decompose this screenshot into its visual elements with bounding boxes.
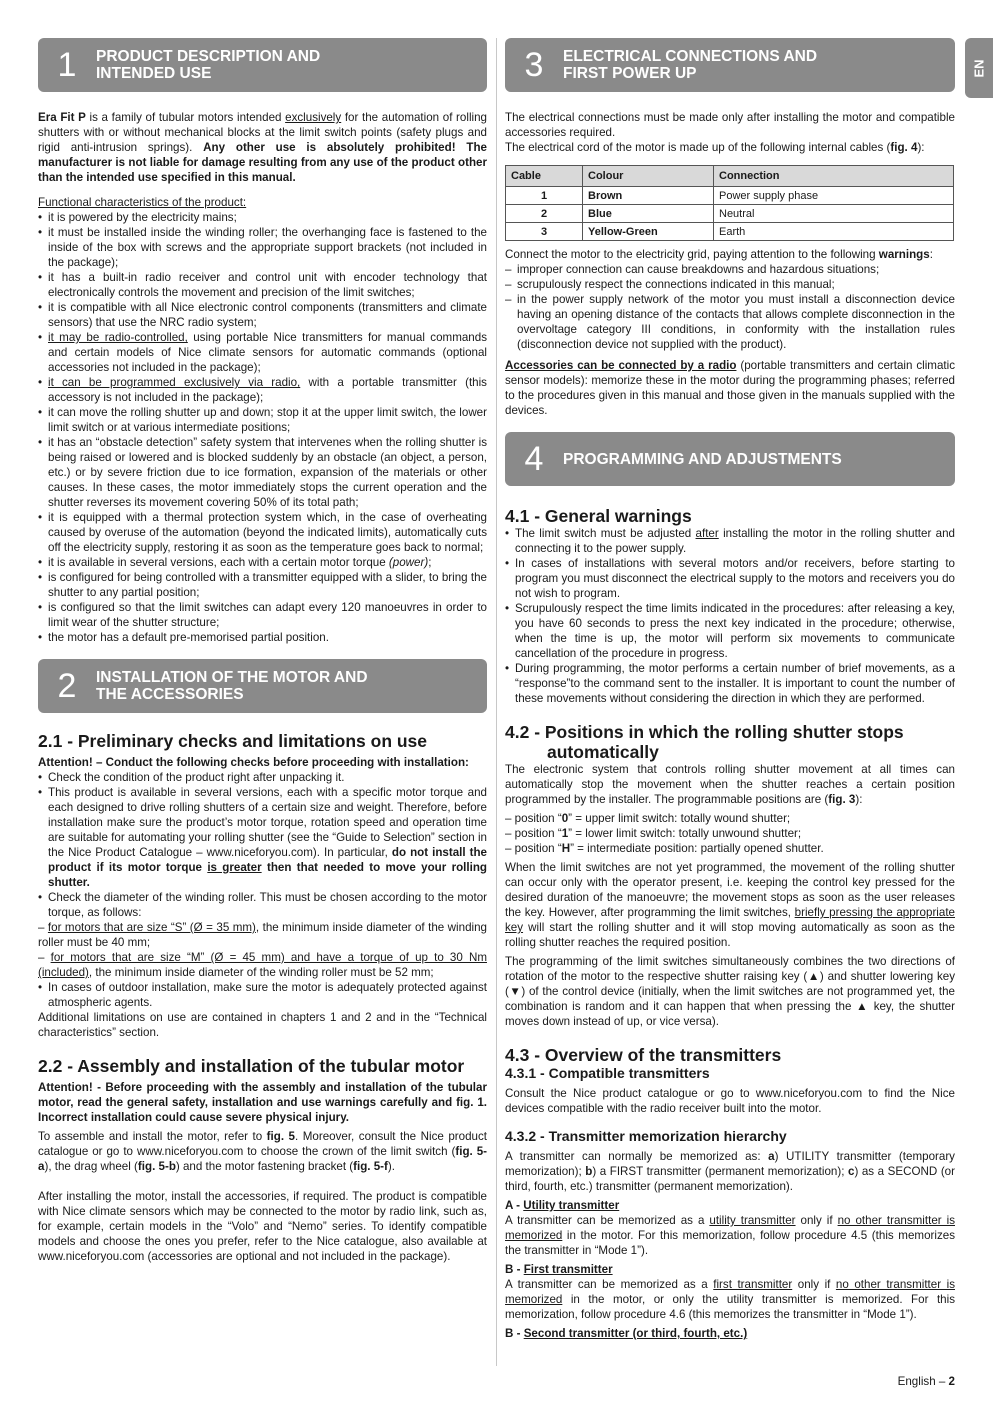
list-item: • it must be installed inside the winding roller; the overhanging face is fastened to the inside of the box with screws and the appropriate support brackets (not included in the package); [38,225,487,270]
section-3-number: 3 [524,46,544,84]
section-3-title: ELECTRICAL CONNECTIONS AND FIRST POWER UP [563,48,818,82]
s2-size-m: – for motors that are size “M” (Ø = 45 mm) and have a torque of up to 30 Nm (included), the minimum inside diameter of the winding roller must be 52 mm; [38,951,487,979]
section-2-title: INSTALLATION OF THE MOTOR AND THE ACCESSORIES [96,669,368,703]
s3-p3: Connect the motor to the electricity grid, paying attention to the following warnings: [505,248,933,261]
right-column [505,38,955,1341]
s4-p44: The programming of the limit switches simultaneously combines the two directions of rotation of the motor to the respective shutter raising key (▲) and shutter lowering key (▼) of the control device (initially, when the limit switches are not programmed yet, the combination is random and it can happen that when pressing the ▲ key, the shutter moves down instead of up, or vice versa). [505,955,955,1028]
s2-after-install: After installing the motor, install the accessories, if required. The product is compatible with Nice climate sensors which may be connected to the motor by radio link, such as, for example, certain models in the “Volo” and “Nemo” series. To identify compatible models and choose the ones you prefer, refer to the Nice catalogue, also available at www.niceforyou.com (accessories are optional and not included in the package). [38,1190,487,1263]
heading-2-2: 2.2 - Assembly and installation of the tubular motor [38,1056,465,1076]
list-item: • In cases of outdoor installation, make sure the motor is adequately protected against atmospheric agents. [38,980,487,1010]
list-item: • Check the condition of the product right after unpacking it. [38,770,487,785]
table-row [506,223,954,241]
page-footer [898,1375,955,1388]
s2-assembly: To assemble and install the motor, refer to fig. 5. Moreover, consult the Nice product catalogue or go to www.niceforyou.com to choose the crown of the limit switch (fig. 5-a), the drag wheel (fig. 5-b) and the motor fastening bracket (fig. 5-f). [38,1130,488,1173]
table-header-row [506,166,954,187]
section-4-header [505,432,955,486]
list-item: • it has an “obstacle detection” safety system that intervenes when the rolling shutter is being raised or lowered and is blocked suddenly by an obstacle (an object, a person, etc.) or by severe friction due to ice formation, expansion of the materials or other causes. In these cases, the motor immediately stops the current operation and the shutter reverses its movement covering 50% of its total path; [38,435,487,510]
table-cell: 3 [506,223,583,241]
list-item: • is configured for being controlled with a transmitter equipped with a slider, to bring the shutter to any partial position; [38,570,487,600]
list-item: • This product is available in several versions, each with a specific motor torque and each designed to drive rolling shutters of a certain size and weight. Therefore, before installation make sure the product’s motor torque, rotation speed and operation time are suitable for automating your rolling shutter (see the “Guide to Selection” section in the Nice Product Catalogue – www.niceforyou.com). In particular, do not install the product if its motor torque is greater then that needed to move your rolling shutter. [38,785,487,890]
s4-positions-intro: The electronic system that controls rolling shutter movement at all times can automatically stop the movement when the shutter reaches a certain position programmed by the installer. The programmable positions are (fig. 3): [505,763,955,806]
s3-warning-list [505,262,955,352]
table-header: Connection [714,166,954,187]
s4-warning-list [505,526,955,706]
section-1-title: PRODUCT DESCRIPTION AND INTENDED USE [96,48,321,82]
list-item: • it is available in several versions, each with a certain motor torque (power); [38,555,487,570]
list-item: – in the power supply network of the motor you must install a disconnection device having an opening distance of the contacts that allows complete disconnection in the overvoltage category III conditions, in conformity with the installation rules (disconnection device not supplied with the product). [505,292,955,352]
s4-p431: Consult the Nice product catalogue or go to www.niceforyou.com to find the Nice devices compatible with the radio receiver built into the motor. [505,1087,955,1115]
list-item: • it has a built-in radio receiver and control unit with encoder technology that electronically controls the movement and precision of the limit switches; [38,270,487,300]
list-item: • The limit switch must be adjusted after installing the motor in the rolling shutter and connecting it to the power supply. [505,526,955,556]
s2-check-list [38,770,487,920]
cable-table [505,165,954,241]
table-cell: Brown [583,187,714,205]
list-item: • is configured so that the limit switches can adapt every 120 manoeuvres in order to limit wear of the shutter structure; [38,600,487,630]
list-item: • it is equipped with a thermal protection system which, in the case of overheating caused by overuse of the automation (beyond the indicated limits), automatically cuts off the electricity supply, restoring it as soon as the temperature goes back to normal; [38,510,487,555]
heading-2-1: 2.1 - Preliminary checks and limitations on use [38,731,428,751]
list-item: – improper connection can cause breakdowns and hazardous situations; [505,262,955,277]
section-4-number: 4 [524,440,544,478]
s3-p2: The electrical cord of the motor is made up of the following internal cables (fig. 4): [505,141,925,154]
heading-utility: A - Utility transmitter [505,1199,620,1212]
s1-functional-title: Functional characteristics of the product: [38,196,247,209]
table-cell: Yellow-Green [583,223,714,241]
table-cell: 2 [506,205,583,223]
table-header: Colour [583,166,714,187]
section-4-title: PROGRAMMING AND ADJUSTMENTS [563,450,842,468]
section-2-header [38,659,487,713]
s3-accessories: Accessories can be connected by a radio (portable transmitters and certain climatic sensor models): memorize these in the motor during the programming phases; referred to the procedures given in this manual and those given in the manuals supplied with the devices. [505,359,955,417]
s2-additional: Additional limitations on use are contained in chapters 1 and 2 and in the “Technical characteristics” section. [38,1011,487,1039]
page-number: 2 [948,1375,955,1388]
s1-intro: Era Fit P is a family of tubular motors intended exclusively for the automation of rolling shutters with or without mechanical blocks at the limit switch points (safety plugs and rigid anti-intrusion springs). Any other use is absolutely prohibited! The manufacturer is not liable for damage resulting from any use of the product other than the intended use specified in this manual. [38,111,487,184]
table-cell: Neutral [714,205,954,223]
s4-first-text: A transmitter can be memorized as a first transmitter only if no other transmitter is memorized in the motor, or only the utility transmitter is memorized. For this memorization, follow procedure 4.6 (this memorizes the transmitter in “Mode 1”). [505,1278,955,1321]
list-item: • it may be radio-controlled, using portable Nice transmitters for manual commands and certain models of Nice climate sensors for automatic commands (optional accessories not included in the package); [38,330,487,375]
footer-language: English – [897,1375,949,1388]
language-tab-label: EN [971,58,987,78]
list-item: • it can be programmed exclusively via radio, with a portable transmitter (this accessory is not included in the package); [38,375,487,405]
s2-check-list-2 [38,980,487,1010]
heading-4-3-1: 4.3.1 - Compatible transmitters [505,1065,710,1081]
heading-first: B - First transmitter [505,1263,613,1276]
heading-4-2: 4.2 - Positions in which the rolling shutter stops automatically [505,722,904,762]
heading-4-3: 4.3 - Overview of the transmitters [505,1045,782,1065]
list-item: • it is powered by the electricity mains; [38,210,487,225]
table-cell: Power supply phase [714,187,954,205]
heading-4-1: 4.1 - General warnings [505,506,692,526]
list-item: – scrupulously respect the connections indicated in this manual; [505,277,955,292]
heading-4-3-2: 4.3.2 - Transmitter memorization hierarchy [505,1128,787,1144]
list-item: • Scrupulously respect the time limits indicated in the procedures: after releasing a key, you have 60 seconds to press the next key indicated in the procedure; otherwise, when the time is up, the motor will perform six movements to communicate cancellation of the procedure in progress. [505,601,955,661]
list-item: • it can move the rolling shutter up and down; stop it at the upper limit switch, the lower limit switch or at various intermediate positions; [38,405,487,435]
s1-feature-list [38,210,487,645]
position-0: – position “0” = upper limit switch: totally wound shutter; [505,812,791,825]
s2-size-s: – for motors that are size “S” (Ø = 35 mm), the minimum inside diameter of the winding roller must be 40 mm; [38,921,488,949]
column-divider [496,38,497,1366]
list-item: • Check the diameter of the winding roller. This must be chosen according to the motor torque, as follows: [38,890,487,920]
list-item: • the motor has a default pre-memorised partial position. [38,630,487,645]
s2-attention-2: Attention! - Before proceeding with the assembly and installation of the tubular motor, read the general safety, installation and use warnings carefully and fig. 1. Incorrect installation could cause severe physical injury. [38,1081,487,1124]
section-2-number: 2 [57,667,77,705]
table-row [506,187,954,205]
table-header: Cable [506,166,583,187]
s3-p1: The electrical connections must be made only after installing the motor and compatible accessories required. [505,111,955,139]
table-cell: Earth [714,223,954,241]
position-1: – position “1” = lower limit switch: totally unwound shutter; [505,827,802,840]
heading-second: B - Second transmitter (or third, fourth, etc.) [505,1327,748,1340]
s4-p432: A transmitter can normally be memorized as: a) UTILITY transmitter (temporary memorization); b) a FIRST transmitter (permanent memorization); c) as a SECOND (or third, fourth, etc.) transmitter (permanent memorization). [505,1150,955,1193]
list-item: • it is compatible with all Nice electronic control components (transmitters and climate sensors) that use the NRC radio system; [38,300,487,330]
position-h: – position “H” = intermediate position: partially opened shutter. [505,842,824,855]
s4-utility-text: A transmitter can be memorized as a utility transmitter only if no other transmitter is memorized in the motor. For this memorization, follow procedure 4.5 (this memorizes the transmitter in “Mode 1”). [505,1214,955,1257]
left-column [38,38,487,1264]
table-cell: Blue [583,205,714,223]
list-item: • During programming, the motor performs a certain number of brief movements, as a “response”to the command sent to the installer. It is important to count the number of these movements without considering the direction in which they are performed. [505,661,955,706]
section-1-header [38,38,487,92]
table-cell: 1 [506,187,583,205]
section-1-number: 1 [57,46,77,84]
list-item: • In cases of installations with several motors and/or receivers, before starting to program you must disconnect the electrical supply to the motors and receivers you do not wish to program. [505,556,955,601]
section-3-header [505,38,955,92]
language-tab [965,38,993,98]
s2-attention-1: Attention! – Conduct the following checks before proceeding with installation: [38,756,469,769]
table-row [506,205,954,223]
s4-p43: When the limit switches are not yet programmed, the movement of the rolling shutter can occur only with the operator present, i.e. keeping the control key pressed for the desired duration of the manoeuvre; the movement stops as soon as the user releases the key. However, after programming the limit switches, briefly pressing the appropriate key will start the rolling shutter and it will stop moving automatically as soon as the rolling shutter reaches the required position. [505,861,955,949]
